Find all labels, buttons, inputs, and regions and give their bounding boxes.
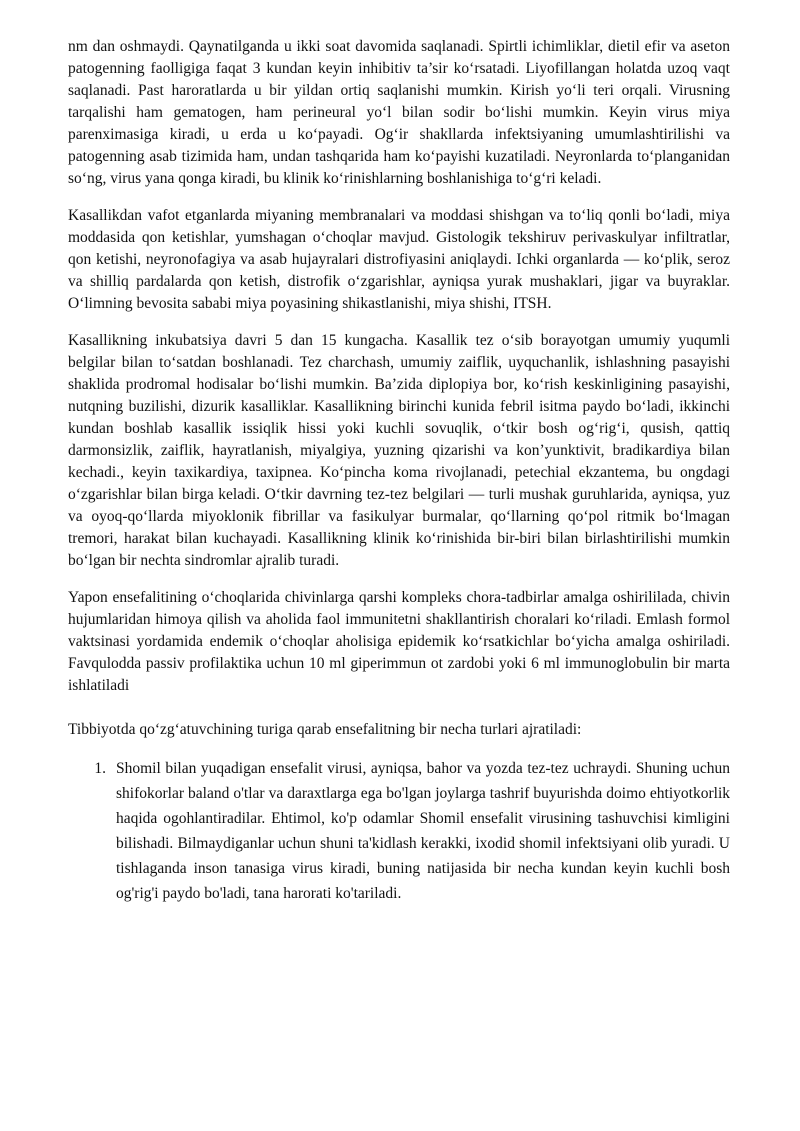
paragraph-types-intro: Tibbiyotda qo‘zg‘atuvchining turiga qarab ensefalitning bir necha turlari ajratiladi:	[68, 721, 582, 738]
list-item-number: 1.	[94, 760, 106, 777]
paragraph-prevention: Yapon ensefalitining o‘choqlarida chivinlarga qarshi kompleks chora-tadbirlar amalga oshirililada, chivin hujumlaridan himoya qilish va aholida faol immunitetni shakllantirish choralari ko‘riladi. Emlash formol vaktsinasi yordamida endemik o‘choqlar aholisiga epidemik ko‘rsatkichlar bo‘yicha amalga oshiriladi. Favqulodda passiv profilaktika uchun 10 ml giperimmun ot zardobi yoki 6 ml immunoglobulin bir marta ishlatiladi	[68, 589, 730, 694]
paragraph-virus-properties: nm dan oshmaydi. Qaynatilganda u ikki soat davomida saqlanadi. Spirtli ichimliklar, dietil efir va aseton patogenning faolligiga faqat 3 kundan keyin inhibitiv ta’sir ko‘rsatadi. Liyofillangan holatda uzoq vaqt saqlanadi. Past haroratlarda u bir yildan ortiq saqlanishi mumkin. Kirish yo‘li teri orqali. Virusning tarqalishi ham gematogen, ham perineural yo‘l bilan sodir bo‘lishi mumkin. Keyin virus miya parenximasiga kiradi, u erda u ko‘payadi. Og‘ir shakllarda infektsiyaning umumlashtirilishi va patogenning asab tizimida ham, undan tashqarida ham ko‘payishi kuzatiladi. Neyronlarda to‘planganidan so‘ng, virus yana qonga kiradi, bu klinik ko‘rinishlarning boshlanishiga to‘g‘ri keladi.	[68, 38, 730, 187]
paragraph-pathology: Kasallikdan vafot etganlarda miyaning membranalari va moddasi shishgan va to‘liq qonli bo‘ladi, miya moddasida qon ketishlar, yumshagan o‘choqlar mavjud. Gistologik tekshiruv perivaskulyar infiltratlar, qon ketishi, neyronofagiya va asab hujayralari distrofiyasini aniqlaydi. Ichki organlarda — ko‘plik, seroz va shilliq pardalarda qon ketish, distrofik o‘zgarishlar, ayniqsa yurak mushaklari, jigar va buyraklar. O‘limning bevosita sababi miya poyasining shikastlanishi, miya shishi, ITSH.	[68, 207, 730, 312]
list-item	[68, 756, 730, 906]
list-item-text: Shomil bilan yuqadigan ensefalit virusi, ayniqsa, bahor va yozda tez-tez uchraydi. Shuning uchun shifokorlar baland o'tlar va daraxtlarga ega bo'lgan joylarga tashrif buyurishda doimo ehtiyotkorlik haqida ogohlantiradilar. Ehtimol, ko'p odamlar Shomil ensefalit virusining tashuvchisi kimligini bilishadi. Bilmaydiganlar uchun shuni ta'kidlash kerakki, ixodid shomil infektsiyani olib yuradi. U tishlaganda inson tanasiga virus kiradi, buning natijasida bir necha kundan keyin kuchli bosh og'rig'i paydo bo'ladi, tana harorati ko'tariladi.	[116, 760, 730, 902]
encephalitis-types-list	[68, 756, 730, 906]
paragraph-clinical-course: Kasallikning inkubatsiya davri 5 dan 15 kungacha. Kasallik tez o‘sib borayotgan umumiy yuqumli belgilar bilan to‘satdan boshlanadi. Tez charchash, umumiy zaiflik, uyquchanlik, ishlashning pasayishi shaklida prodromal hodisalar bo‘lishi mumkin. Ba’zida diplopiya bor, ko‘rish keskinligining pasayishi, nutqning buzilishi, dizurik kasalliklar. Kasallikning birinchi kunida febril isitma paydo bo‘ladi, ikkinchi kundan boshlab kasallik issiqlik hissi yoki kuchli sovuqlik, o‘tkir bosh og‘rig‘i, qusish, qattiq darmonsizlik, zaiflik, hayratlanish, miyalgiya, yuzning qizarishi va kon’yunktivit, bradikardiya bilan kechadi., keyin taxikardiya, taxipnea. Ko‘pincha koma rivojlanadi, petechial ekzantema, bu ongdagi o‘zgarishlar bilan birga keladi. O‘tkir davrning tez-tez belgilari — turli mushak guruhlarida, ayniqsa, yuz va oyoq-qo‘llarda miyoklonik fibrillar va fasikulyar burmalar, qo‘llarning qo‘pol ritmik bo‘lmagan tremori, harakat bilan kuchayadi. Kasallikning klinik ko‘rinishida bir-biri bilan birlashtirilishi mumkin bo‘lgan bir nechta sindromlar ajralib turadi.	[68, 332, 730, 569]
